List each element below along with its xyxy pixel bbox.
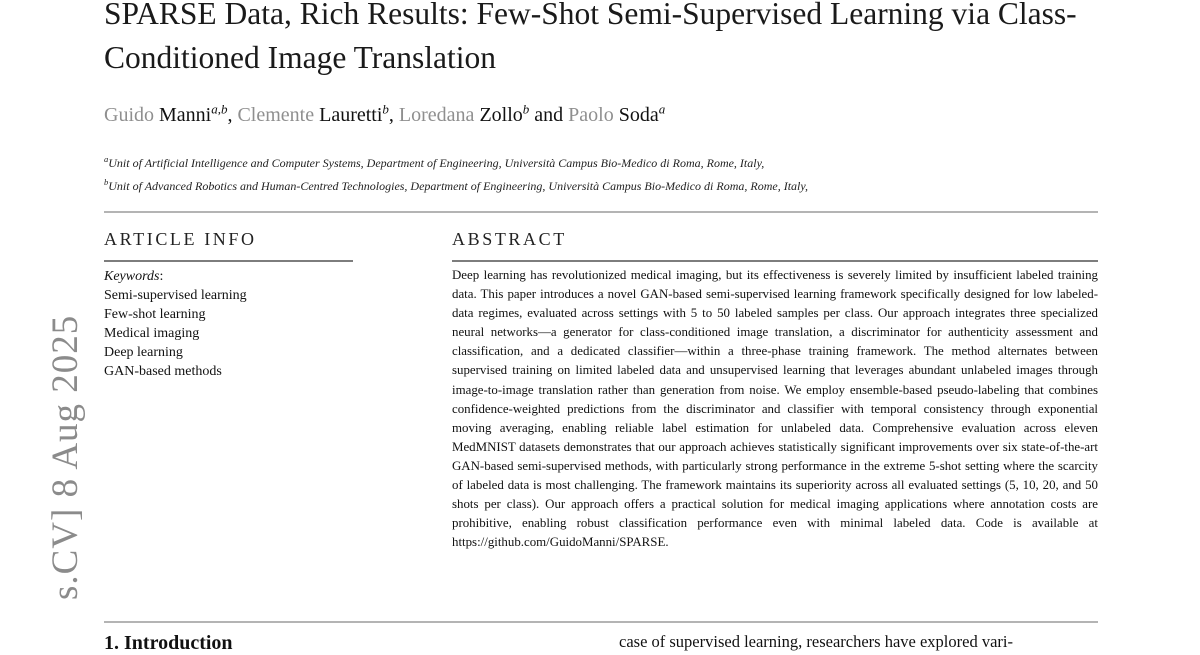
keywords-block: Keywords: Semi-supervised learning Few-shot learning Medical imaging Deep learning GAN-based methods [104,269,247,379]
abstract-heading: ABSTRACT [452,229,567,249]
affiliation-b: $^b$Unit of Advanced Robotics and Human-Centred Technologies, Department of Engineering, Università Campus Bio-Medico di Roma, Rome, Italy, [104,177,809,193]
keyword-item: Deep learning [104,345,183,360]
author: Loredana Zollo$^b$ and [398,101,569,126]
article-info-rule [104,260,353,262]
abstract-rule [452,260,1098,262]
paper-title: SPARSE Data, Rich Results: Few-Shot Semi-Supervised Learning via Class-Conditioned Image Translation [104,0,1077,75]
keyword-item: Medical imaging [104,326,200,341]
affiliation-a: $^a$Unit of Artificial Intelligence and Computer Systems, Department of Engineering, Università Campus Bio-Medico di Roma, Rome, Italy, [104,154,765,170]
author-list [104,101,665,129]
keyword-item: GAN-based methods [104,364,222,379]
keyword-item: Semi-supervised learning [104,288,247,303]
abstract-text: Deep learning has revolutionized medical imaging, but its effectiveness is severely limited by insufficient labeled training data. This paper introduces a novel GAN-based semi-supervised learning framework specifically designed for low labeled-data regimes, evaluated across settings with 5 to 50 labeled samples per class. Our approach integrates three specialized neural networks—a generator for class-conditioned image translation, a discriminator for authenticity assessment and classification, and a dedicated classifier—within a three-phase training framework. The method alternates between supervised training on limited labeled data and unsupervised learning that leverages abundant unlabeled images through image-to-image translation rather than generation from noise. We employ ensemble-based pseudo-labeling that combines confidence-weighted predictions from the discriminator and classifier with temporal consistency through exponential moving averaging, enabling reliable label estimation for unlabeled data. Comprehensive evaluation across eleven MedMNIST datasets demonstrates that our approach achieves statistically significant improvements over six state-of-the-art GAN-based semi-supervised methods, with particularly strong performance in the extreme 5-shot setting where the scarcity of labeled data is most challenging. The framework maintains its superiority across all evaluated settings (5, 10, 20, and 50 shots per class). Our approach offers a practical solution for medical imaging applications where annotation costs are prohibitive, enabling robust classification performance even with minimal labeled data. Code is available at https://github.com/GuidoManni/SPARSE. [452,268,1098,550]
keyword-item: Few-shot learning [104,307,206,322]
column2-text-line: case of supervised learning, researchers have explored vari- [619,632,1013,651]
article-info-heading: ARTICLE INFO [104,229,257,249]
author: Clemente Lauretti$^b$, [237,101,399,126]
affiliations [104,152,808,198]
introduction-heading: 1. Introduction [104,632,233,654]
arxiv-sidebar-stamp: s.CV] 8 Aug 2025 [45,314,86,600]
abstract-divider [104,621,1098,623]
author: Guido Manni$^{a,b}$, [104,101,238,126]
header-divider [104,211,1098,213]
author: Paolo Soda$^a$ [568,101,666,126]
keywords-label: Keywords [104,269,160,284]
